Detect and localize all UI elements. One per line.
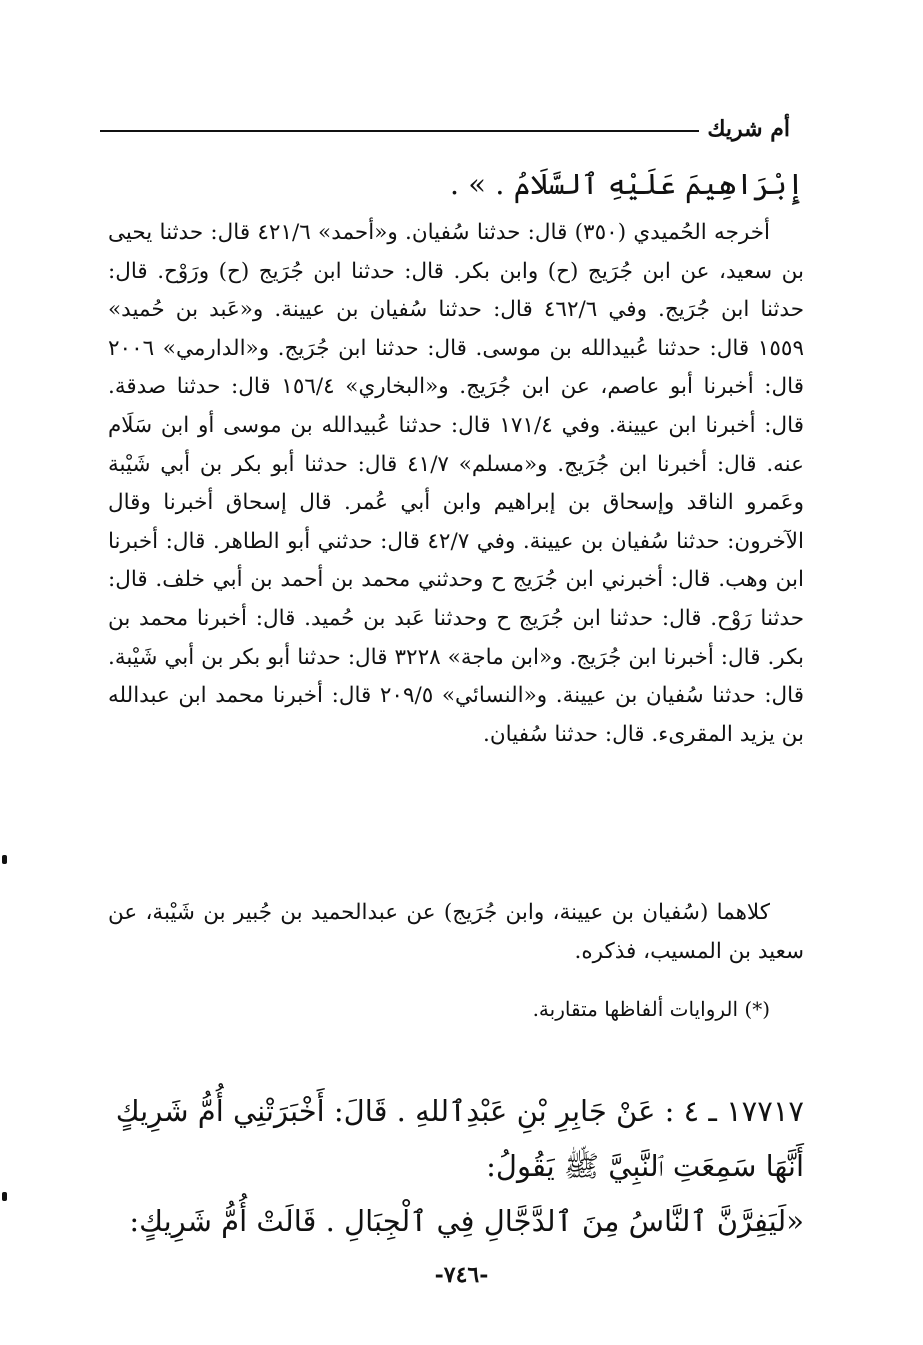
takhrij-paragraph [108, 214, 804, 754]
scan-mark [2, 855, 7, 864]
takhrij-text: أخرجه الحُميدي (٣٥٠) قال: حدثنا سُفيان. و«أحمد» ٤٢١/٦ قال: حدثنا يحيى بن سعيد، عن ابن جُرَيج (ح) وابن بكر. قال: حدثنا ابن جُرَيج (ح) ورَوْح. قال: حدثنا ابن جُرَيج. وفي ٤٦٢/٦ قال: حدثنا سُفيان بن عيينة. و«عَبد بن حُميد» ١٥٥٩ قال: حدثنا عُبيدالله بن موسى. قال: حدثنا ابن جُرَيج. و«الدارمي» ٢٠٠٦ قال: أخبرنا أبو عاصم، عن ابن جُرَيج. و«البخاري» ١٥٦/٤ قال: حدثنا صدقة. قال: أخبرنا ابن عيينة. وفي ١٧١/٤ قال: حدثنا عُبيدالله بن موسى أو ابن سَلَام عنه. قال: أخبرنا ابن جُرَيج. و«مسلم» ٤١/٧ قال: حدثنا أبو بكر بن أبي شَيْبة وعَمرو الناقد وإسحاق بن إبراهيم وابن أبي عُمر. قال إسحاق أخبرنا وقال الآخرون: حدثنا سُفيان بن عيينة. وفي ٤٢/٧ قال: حدثني أبو الطاهر. قال: أخبرنا ابن وهب. قال: أخبرني ابن جُرَيج ح وحدثني محمد بن أحمد بن أبي خلف. قال: حدثنا رَوْح. قال: حدثنا ابن جُرَيج ح وحدثنا عَبد بن حُميد. قال: أخبرنا محمد بن بكر. قال: أخبرنا ابن جُرَيج. و«ابن ماجة» ٣٢٢٨ قال: حدثنا أبو بكر بن أبي شَيْبة. قال: حدثنا سُفيان بن عيينة. و«النسائي» ٢٠٩/٥ قال: أخبرنا محمد ابن عبدالله بن يزيد المقرىء. قال: حدثنا سُفيان. [108, 220, 805, 747]
running-header-title: أم شريك [707, 116, 790, 142]
isnad-summary-paragraph [108, 894, 804, 971]
hadith-continuation: إِبْرَاهِيمَ عَلَيْهِ ٱلسَّلَامُ . » . [449, 167, 804, 201]
page-number: -٧٤٦- [434, 1262, 489, 1288]
footnote: (*) الروايات ألفاظها متقاربة. [532, 997, 770, 1021]
hadith-block [108, 1084, 804, 1249]
scan-mark [2, 1192, 7, 1201]
hadith-line-2: أَنَّهَا سَمِعَتِ ٱلنَّبِيَّ ﷺ يَقُولُ: [486, 1149, 804, 1183]
header-rule [100, 130, 699, 132]
running-header [100, 112, 790, 146]
hadith-line-1: ١٧٧١٧ ـ ٤ : عَنْ جَابِرِ بْنِ عَبْدِٱللهِ . قَالَ: أَخْبَرَتْنِي أُمُّ شَرِيكٍ [115, 1094, 804, 1128]
isnad-summary-text: كلاهما (سُفيان بن عيينة، وابن جُرَيج) عن عبدالحميد بن جُبير بن شَيْبة، عن سعيد بن المسيب، فذكره. [108, 900, 804, 964]
hadith-line-3: «لَيَفِرَّنَّ ٱلنَّاسُ مِنَ ٱلدَّجَّالِ فِي ٱلْجِبَالِ . قَالَتْ أُمُّ شَرِيكٍ: [129, 1204, 804, 1238]
